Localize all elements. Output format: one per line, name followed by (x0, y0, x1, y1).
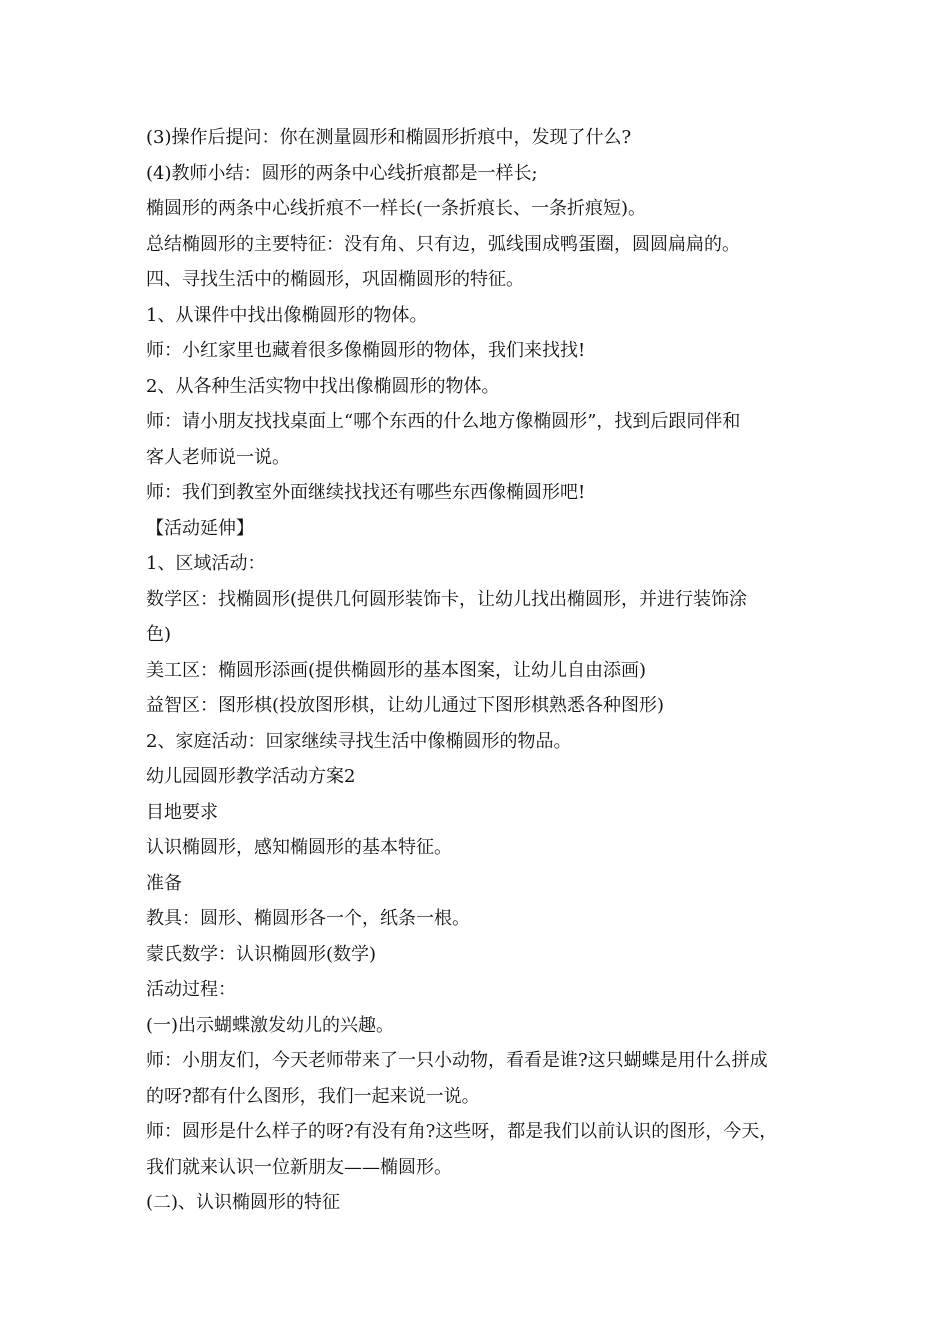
text-line: 客人老师说一说。 (146, 446, 290, 468)
section-heading: 准备 (146, 872, 182, 894)
text-line: 1、从课件中找出像椭圆形的物体。 (146, 304, 428, 326)
text-line: (4)教师小结：圆形的两条中心线折痕都是一样长; (146, 162, 538, 184)
document-title: 幼儿园圆形教学活动方案2 (146, 766, 356, 787)
section-heading: 活动过程： (146, 979, 236, 1000)
text-line: 数学区：找椭圆形(提供几何圆形装饰卡，让幼儿找出椭圆形，并进行装饰涂 (146, 588, 748, 610)
text-line: 色) (146, 624, 172, 645)
text-line: 师：小红家里也藏着很多像椭圆形的物体，我们来找找! (146, 340, 586, 361)
text-line: 的呀?都有什么图形，我们一起来说一说。 (146, 1085, 480, 1107)
text-line: 师：我们到教室外面继续找找还有哪些东西像椭圆形吧! (146, 482, 586, 503)
text-line: 认识椭圆形，感知椭圆形的基本特征。 (146, 837, 452, 858)
text-line: 1、区域活动： (146, 553, 266, 574)
text-line: 2、家庭活动：回家继续寻找生活中像椭圆形的物品。 (146, 730, 572, 752)
text-line: 我们就来认识一位新朋友——椭圆形。 (146, 1156, 452, 1178)
text-line: 美工区：椭圆形添画(提供椭圆形的基本图案，让幼儿自由添画) (146, 659, 647, 681)
section-heading: (二)、认识椭圆形的特征 (146, 1192, 341, 1213)
document-body (146, 120, 826, 1221)
section-heading: 【活动延伸】 (146, 517, 254, 539)
text-line: 师：请小朋友找找桌面上“哪个东西的什么地方像椭圆形”，找到后跟同伴和 (146, 411, 741, 432)
text-line: 总结椭圆形的主要特征：没有角、只有边，弧线围成鸭蛋圈，圆圆扁扁的。 (146, 233, 740, 255)
text-line: 益智区：图形棋(投放图形棋，让幼儿通过下图形棋熟悉各种图形) (146, 695, 665, 716)
text-line: (3)操作后提问：你在测量圆形和椭圆形折痕中，发现了什么? (146, 127, 632, 148)
section-heading: 四、寻找生活中的椭圆形，巩固椭圆形的特征。 (146, 269, 524, 290)
text-line: 师：小朋友们，今天老师带来了一只小动物，看看是谁?这只蝴蝶是用什么拼成 (146, 1050, 768, 1071)
text-line: 师：圆形是什么样子的呀?有没有角?这些呀，都是我们以前认识的图形，今天， (146, 1121, 778, 1142)
section-heading: 目地要求 (146, 801, 218, 823)
text-line: 教具：圆形、椭圆形各一个，纸条一根。 (146, 908, 470, 929)
text-line: 蒙氏数学：认识椭圆形(数学) (146, 943, 377, 965)
text-line: 2、从各种生活实物中找出像椭圆形的物体。 (146, 375, 500, 397)
text-line: (一)出示蝴蝶激发幼儿的兴趣。 (146, 1014, 395, 1036)
text-line: 椭圆形的两条中心线折痕不一样长(一条折痕长、一条折痕短)。 (146, 198, 647, 219)
